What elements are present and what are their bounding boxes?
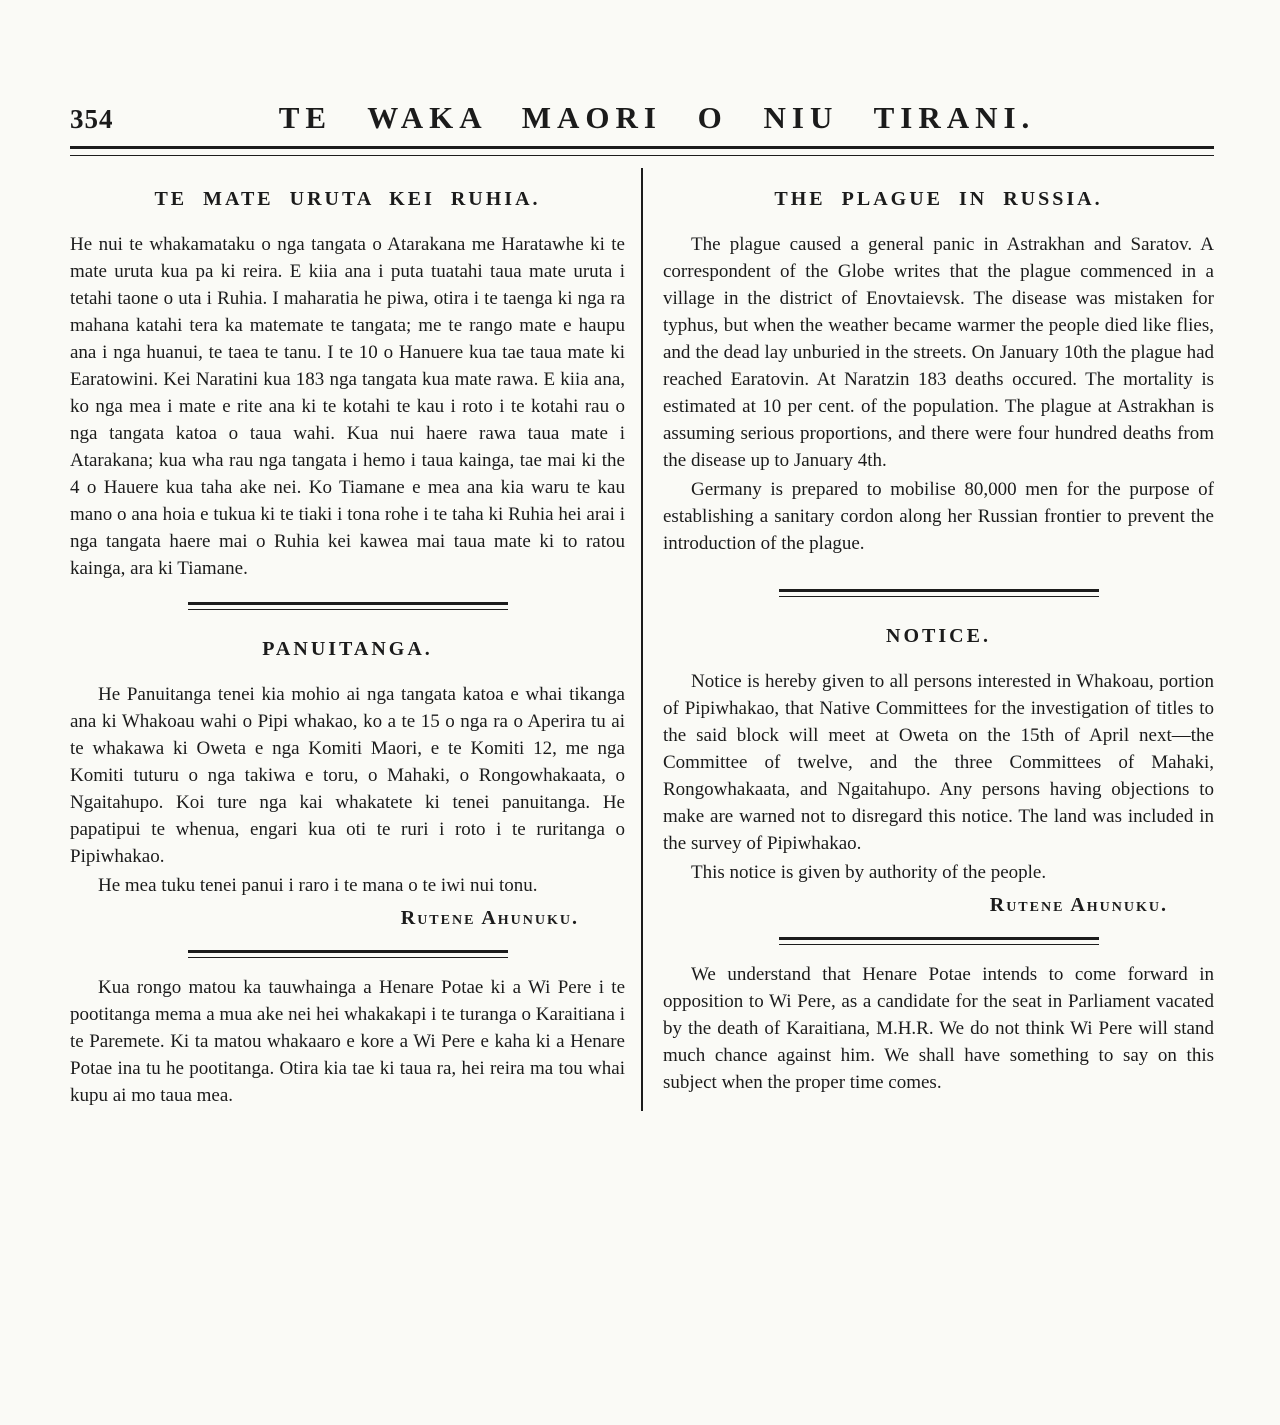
- section-divider: [188, 950, 508, 958]
- signature: Rutene Ahunuku.: [989, 894, 1168, 916]
- spacer: [663, 559, 1214, 569]
- right-column: [643, 160, 1214, 1111]
- page-header: [70, 100, 1214, 136]
- article-paragraph: The plague caused a general panic in Astrakhan and Saratov. A correspondent of the Globe writes that the plague commenced in a village in the district of Enovtaievsk. The disease was mistaken for typhus, but when the weather became warmer the people died like flies, and the dead lay unburied in the streets. On January 10th the plague had reached Earatovin. At Naratzin 183 deaths occured. The mortality is estimated at 10 per cent. of the population. The plague at Astrakhan is assuming serious proportions, and there were four hundred deaths from the disease up to January 4th.: [663, 234, 1214, 471]
- columns-container: [70, 160, 1214, 1111]
- article-heading: THE PLAGUE IN RUSSIA.: [774, 188, 1103, 210]
- article-heading: NOTICE.: [886, 625, 991, 647]
- article-paragraph: Kua rongo matou ka tauwhainga a Henare Potae ki a Wi Pere i te pootitanga mema a mua ake nei hei whakakapi i te turanga o Karaitiana i te Paremete. Ki ta matou whakaaro e kore a Wi Pere e kaha ki a Henare Potae ina tu he pootitanga. Otira kia tae ki taua ra, hei reira ma tou whai kupu ai mo taua mea.: [70, 977, 625, 1106]
- article-heading: TE MATE URUTA KEI RUHIA.: [154, 188, 541, 210]
- article-panuitanga: [70, 638, 625, 930]
- article-paragraph: He mea tuku tenei panui i raro i te mana o te iwi nui tonu.: [98, 875, 538, 896]
- article-henare-potae-maori: [70, 974, 625, 1109]
- section-divider: [779, 937, 1099, 945]
- article-henare-potae-english: [663, 961, 1214, 1096]
- article-paragraph: He nui te whakamataku o nga tangata o Atarakana me Haratawhe ki te mate uruta kua pa ki reira. E kiia ana i puta tuatahi taua mate uruta i tetahi taone o uta i Ruhia. I maharatia he piwa, otira i te taenga ki nga ra mahana katahi tera ka matemate te tangata; me te rango mate e haupu ana i nga huanui, te taea te tanu. I te 10 o Hanuere kua tae taua mate ki Earatowini. Kei Naratini kua 183 nga tangata kua mate rawa. E kiia ana, ko nga mea i mate e rite ana ki te kotahi te kau i roto i te kotahi rau o nga tangata katoa o taua wahi. Kua nui haere rawa taua mate i Atarakana; kua wha rau nga tangata i hemo i taua kainga, tae mai ki the 4 o Hauere kua taha ake nei. Ko Tiamane e mea ana kia waru te kau mano o ana hoia e tukua ki te tiaki i tona rohe i te taha ki Ruhia hei arai i nga tangata haere mai o Ruhia kei kawea mai taua mate ki to ratou kainga, ara ki Tiamane.: [70, 234, 625, 579]
- signature: Rutene Ahunuku.: [400, 907, 579, 929]
- article-paragraph: This notice is given by authority of the people.: [691, 862, 1047, 883]
- article-plague-in-russia: [663, 188, 1214, 557]
- article-notice: [663, 625, 1214, 917]
- page-number: 354: [70, 104, 114, 134]
- article-te-mate-uruta: [70, 188, 625, 582]
- masthead-title: TE WAKA MAORI O NIU TIRANI.: [278, 100, 1036, 135]
- article-paragraph: He Panuitanga tenei kia mohio ai nga tangata katoa e whai tikanga ana ki Whakoau wahi o Pipi whakao, ko a te 15 o nga ra o Aperira tu ai te whakawa ki Oweta e nga Komiti Maori, e te Komiti 12, me nga Komiti tuturu o nga takiwa e toru, o Mahaki, o Rongowhakaata, o Ngaitahupo. Koi ture nga kai whakatete ki tenei panuitanga. He papatipui te whenua, engari kua oti te ruri i roto i te ruritanga o Pipiwhakao.: [70, 684, 625, 867]
- spacer: [663, 951, 1214, 961]
- article-heading: PANUITANGA.: [262, 638, 433, 660]
- article-paragraph: Germany is prepared to mobilise 80,000 men for the purpose of establishing a sanitary cordon along her Russian frontier to prevent the introduction of the plague.: [663, 479, 1214, 554]
- header-rule: [70, 146, 1214, 156]
- left-column: [70, 160, 641, 1111]
- section-divider: [188, 602, 508, 610]
- spacer: [70, 964, 625, 974]
- article-paragraph: We understand that Henare Potae intends to come forward in opposition to Wi Pere, as a candidate for the seat in Parliament vacated by the death of Karaitiana, M.H.R. We do not think Wi Pere will stand much chance against him. We shall have something to say on this subject when the proper time comes.: [663, 964, 1214, 1093]
- section-divider: [779, 589, 1099, 597]
- article-paragraph: Notice is hereby given to all persons interested in Whakoau, portion of Pipiwhakao, that Native Committees for the investigation of titles to the said block will meet at Oweta on the 15th of April next—the Committee of twelve, and the three Committees of Mahaki, Rongowhakaata, and Ngaitahupo. Any persons having objections to make are warned not to disregard this notice. The land was included in the survey of Pipiwhakao.: [663, 671, 1214, 854]
